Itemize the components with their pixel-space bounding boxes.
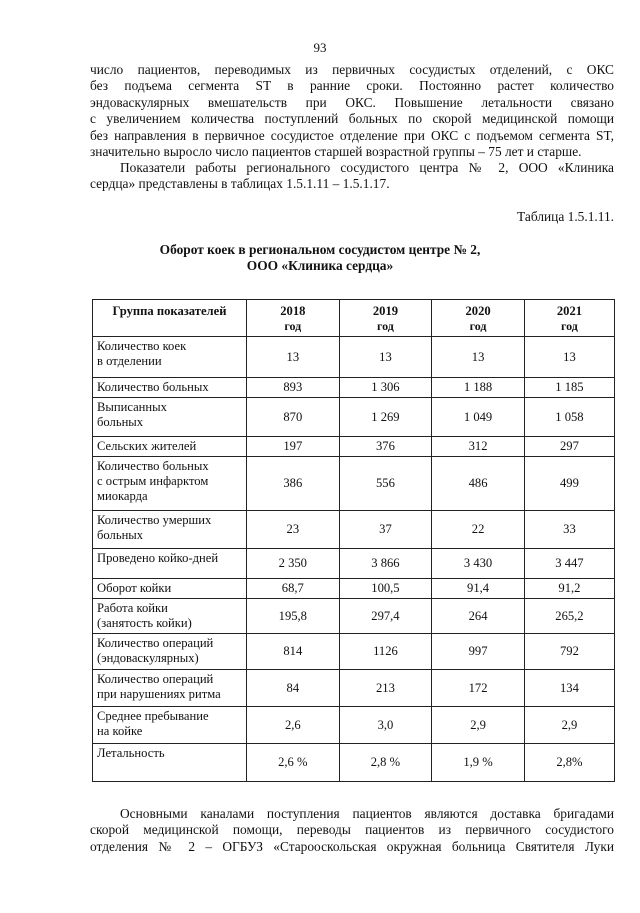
closing-line: отделения № 2 – ОГБУЗ «Старооскольская окружная больница Святителя Луки: [90, 838, 614, 854]
table-row: [93, 579, 615, 599]
year-label: 2020: [465, 304, 491, 318]
cell-value: 997: [432, 634, 525, 670]
para-line: сердца» представлены в таблицах 1.5.1.11 – 1.5.1.17.: [90, 176, 390, 192]
row-label: [93, 707, 247, 744]
cell-value: 297: [524, 437, 614, 457]
table-row: [93, 437, 615, 457]
table-title-line: Оборот коек в региональном сосудистом центре № 2,: [159, 242, 481, 257]
row-label-line: при нарушениях ритма: [97, 687, 221, 701]
row-label-line: Летальность: [97, 746, 165, 760]
closing-paragraph: [90, 806, 614, 855]
table-row: [93, 744, 615, 782]
table-row: [93, 599, 615, 634]
cell-value: 100,5: [339, 579, 432, 599]
closing-line: скорой медицинской помощи, переводы пациентов из первичного сосудистого: [90, 822, 614, 838]
table-header-row: [93, 300, 615, 337]
cell-value: 1 269: [339, 398, 432, 437]
table-row: [93, 670, 615, 707]
cell-value: 2,8%: [524, 744, 614, 782]
cell-value: 1 188: [432, 378, 525, 398]
row-label: [93, 599, 247, 634]
cell-value: 2,9: [524, 707, 614, 744]
cell-value: 814: [247, 634, 340, 670]
intro-line: эндоваскулярных вмешательств при ОКС. Повышение летальности связано: [90, 94, 614, 110]
cell-value: 3 866: [339, 549, 432, 579]
row-label-line: Среднее пребывание: [97, 709, 209, 723]
year-label: 2019: [372, 304, 399, 318]
header-year: [247, 300, 340, 337]
intro-line: с увеличением количества поступлений больных по скорой медицинской помощи: [90, 111, 614, 127]
row-label: [93, 634, 247, 670]
bed-turnover-table: [92, 299, 615, 782]
intro-line: без направления в первичное сосудистое отделение при ОКС с подъемом сегмента ST,: [90, 127, 614, 143]
row-label-line: Количество умерших: [97, 513, 212, 527]
header-group: Группа показателей: [93, 300, 247, 337]
row-label: [93, 670, 247, 707]
row-label: [93, 511, 247, 549]
header-year: [432, 300, 525, 337]
intro-line: без подъема сегмента ST в ранние сроки. Постоянно растет количество: [90, 78, 614, 94]
header-year: [339, 300, 432, 337]
cell-value: 195,8: [247, 599, 340, 634]
cell-value: 265,2: [524, 599, 614, 634]
cell-value: 386: [247, 457, 340, 511]
row-label: [93, 378, 247, 398]
row-label: [93, 579, 247, 599]
cell-value: 84: [247, 670, 340, 707]
cell-value: 37: [339, 511, 432, 549]
row-label: [93, 437, 247, 457]
cell-value: 1,9 %: [432, 744, 525, 782]
cell-value: 134: [524, 670, 614, 707]
cell-value: 13: [247, 337, 340, 378]
cell-value: 33: [524, 511, 614, 549]
row-label-line: Работа койки: [97, 601, 168, 615]
row-label-line: Количество больных: [97, 380, 209, 394]
row-label: [93, 549, 247, 579]
row-label: [93, 337, 247, 378]
cell-value: 2 350: [247, 549, 340, 579]
cell-value: 91,4: [432, 579, 525, 599]
intro-line: значительно выросло число пациентов старшей возрастной группы – 75 лет и старше.: [90, 144, 582, 160]
intro-paragraph: [90, 62, 614, 160]
cell-value: 2,6: [247, 707, 340, 744]
row-label-line: (эндоваскулярных): [97, 651, 199, 665]
year-unit: год: [469, 319, 487, 333]
year-unit: год: [284, 319, 302, 333]
cell-value: 3 430: [432, 549, 525, 579]
row-label: [93, 457, 247, 511]
cell-value: 870: [247, 398, 340, 437]
table-row: [93, 398, 615, 437]
cell-value: 1 306: [339, 378, 432, 398]
table-row: [93, 511, 615, 549]
row-label-line: Оборот койки: [97, 581, 172, 595]
table-row: [93, 707, 615, 744]
row-label-line: Выписанных: [97, 400, 167, 414]
cell-value: 1126: [339, 634, 432, 670]
row-label-line: Количество операций: [97, 672, 214, 686]
closing-line: Основными каналами поступления пациентов являются доставка бригадами: [120, 806, 614, 821]
row-label-line: Проведено койко-дней: [97, 551, 219, 565]
cell-value: 172: [432, 670, 525, 707]
cell-value: 3 447: [524, 549, 614, 579]
year-label: 2018: [280, 304, 306, 318]
cell-value: 893: [247, 378, 340, 398]
cell-value: 297,4: [339, 599, 432, 634]
table-reference: Таблица 1.5.1.11.: [517, 209, 614, 224]
row-label-line: миокарда: [97, 489, 148, 503]
cell-value: 3,0: [339, 707, 432, 744]
table-row: [93, 549, 615, 579]
cell-value: 23: [247, 511, 340, 549]
header-year: [524, 300, 614, 337]
cell-value: 312: [432, 437, 525, 457]
cell-value: 2,6 %: [247, 744, 340, 782]
row-label-line: на койке: [97, 724, 143, 738]
year-unit: год: [561, 319, 578, 333]
cell-value: 499: [524, 457, 614, 511]
cell-value: 264: [432, 599, 525, 634]
row-label-line: с острым инфарктом: [97, 474, 209, 488]
cell-value: 13: [339, 337, 432, 378]
cell-value: 486: [432, 457, 525, 511]
row-label-line: Количество коек: [97, 339, 187, 353]
cell-value: 2,9: [432, 707, 525, 744]
cell-value: 1 058: [524, 398, 614, 437]
cell-value: 556: [339, 457, 432, 511]
row-label-line: больных: [97, 415, 144, 429]
row-label-line: в отделении: [97, 354, 162, 368]
cell-value: 1 185: [524, 378, 614, 398]
centre-indicators-paragraph: [90, 160, 614, 193]
row-label-line: Количество больных: [97, 459, 209, 473]
row-label: [93, 744, 247, 782]
row-label-line: Сельских жителей: [97, 439, 197, 453]
cell-value: 213: [339, 670, 432, 707]
table-body: [93, 337, 615, 782]
row-label-line: (занятость койки): [97, 616, 192, 630]
year-label: 2021: [556, 304, 583, 318]
table-title-line: ООО «Клиника сердца»: [246, 258, 394, 273]
row-label-line: больных: [97, 528, 144, 542]
year-unit: год: [377, 319, 394, 333]
cell-value: 13: [432, 337, 525, 378]
cell-value: 13: [524, 337, 614, 378]
cell-value: 2,8 %: [339, 744, 432, 782]
cell-value: 22: [432, 511, 525, 549]
table-title: [0, 242, 640, 274]
cell-value: 197: [247, 437, 340, 457]
cell-value: 91,2: [524, 579, 614, 599]
table-row: [93, 337, 615, 378]
para-line: Показатели работы регионального сосудистого центра № 2, ООО «Клиника: [120, 160, 614, 175]
table-row: [93, 378, 615, 398]
page-number: 93: [313, 40, 327, 55]
intro-line: число пациентов, переводимых из первичных сосудистых отделений, с ОКС: [90, 62, 614, 77]
cell-value: 68,7: [247, 579, 340, 599]
row-label: [93, 398, 247, 437]
cell-value: 792: [524, 634, 614, 670]
cell-value: 1 049: [432, 398, 525, 437]
cell-value: 376: [339, 437, 432, 457]
row-label-line: Количество операций: [97, 636, 214, 650]
table-row: [93, 457, 615, 511]
table-row: [93, 634, 615, 670]
